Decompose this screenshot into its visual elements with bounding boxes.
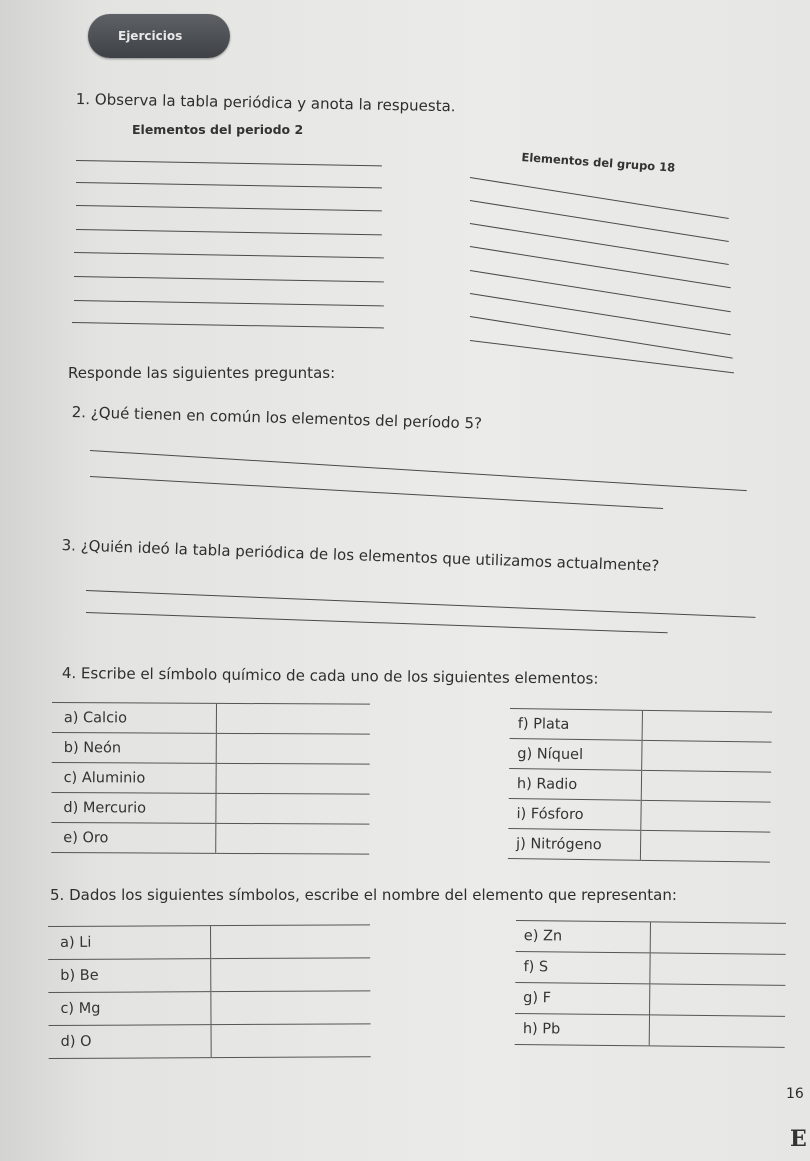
period-2-label: Elementos del periodo 2	[132, 122, 304, 137]
symbol-answer-cell[interactable]	[641, 800, 771, 832]
element-name: a) Calcio	[52, 703, 217, 734]
question-3: 3. ¿Quién ideó la tabla periódica de los elementos que utilizamos actualmente?	[61, 536, 660, 575]
table-row	[516, 921, 786, 955]
answer-line[interactable]	[470, 177, 729, 219]
table-row	[48, 991, 370, 1026]
name-answer-cell[interactable]	[211, 1024, 371, 1058]
table-row	[509, 768, 771, 802]
answer-line[interactable]	[470, 270, 731, 313]
answer-line[interactable]	[76, 205, 382, 212]
element-name: d) Mercurio	[51, 792, 216, 823]
answer-line[interactable]	[76, 160, 382, 167]
element-name: h) Radio	[509, 768, 642, 800]
table-row	[51, 822, 369, 854]
answer-line[interactable]	[470, 200, 729, 242]
table-row	[48, 925, 370, 960]
element-symbol: b) Be	[48, 959, 211, 993]
answer-line[interactable]	[74, 276, 384, 283]
symbol-answer-cell[interactable]	[216, 823, 370, 854]
symbol-answer-cell[interactable]	[642, 710, 772, 742]
answer-line[interactable]	[470, 293, 731, 336]
element-name: g) Níquel	[509, 738, 642, 770]
name-answer-cell[interactable]	[649, 1015, 785, 1047]
answer-line[interactable]	[470, 340, 734, 374]
element-name: b) Neón	[52, 732, 217, 763]
table-row	[510, 708, 772, 742]
group-18-label: Elementos del grupo 18	[521, 150, 676, 175]
symbol-answer-cell[interactable]	[216, 763, 370, 794]
exercises-badge	[88, 14, 230, 58]
element-symbol: c) Mg	[48, 992, 211, 1026]
element-symbol: f) S	[515, 951, 650, 983]
answer-instructions: Responde las siguientes preguntas:	[68, 364, 336, 382]
table-row	[52, 762, 370, 794]
element-symbol: e) Zn	[516, 921, 651, 953]
exercises-badge-label: Ejercicios	[118, 29, 183, 43]
answer-line[interactable]	[74, 252, 384, 259]
symbol-answer-cell[interactable]	[642, 740, 772, 772]
symbols-table-right	[508, 708, 772, 863]
answer-line[interactable]	[470, 246, 731, 289]
question-1: 1. Observa la tabla periódica y anota la respuesta.	[75, 90, 456, 116]
table-row	[52, 732, 370, 764]
publisher-logo: E	[790, 1126, 807, 1152]
table-row	[508, 798, 770, 832]
name-answer-cell[interactable]	[650, 922, 786, 954]
answer-line[interactable]	[76, 229, 382, 236]
name-answer-cell[interactable]	[650, 984, 786, 1016]
table-row	[52, 703, 370, 735]
symbol-answer-cell[interactable]	[216, 793, 370, 824]
symbol-answer-cell[interactable]	[641, 770, 771, 802]
answer-line[interactable]	[74, 300, 384, 307]
names-table-left	[48, 924, 371, 1059]
name-answer-cell[interactable]	[650, 953, 786, 985]
question-2: 2. ¿Qué tienen en común los elementos del período 5?	[71, 403, 483, 433]
question-3-answer-line[interactable]	[86, 590, 756, 618]
element-name: e) Oro	[51, 822, 216, 853]
table-row	[49, 1024, 371, 1059]
element-name: i) Fósforo	[508, 798, 641, 830]
element-symbol: h) Pb	[515, 1013, 650, 1045]
table-row	[515, 951, 785, 985]
table-row	[515, 982, 785, 1016]
name-answer-cell[interactable]	[211, 991, 371, 1025]
table-row	[48, 958, 370, 993]
element-name: f) Plata	[510, 708, 643, 740]
table-row	[515, 1013, 785, 1047]
name-answer-cell[interactable]	[211, 925, 371, 959]
answer-line[interactable]	[470, 223, 729, 265]
symbols-table-left	[51, 702, 370, 855]
question-4: 4. Escribe el símbolo químico de cada uno de los siguientes elementos:	[61, 664, 599, 688]
symbol-answer-cell[interactable]	[216, 703, 370, 734]
element-symbol: a) Li	[48, 926, 211, 960]
table-row	[508, 828, 770, 862]
element-symbol: d) O	[49, 1025, 212, 1059]
answer-line[interactable]	[72, 322, 384, 329]
symbol-answer-cell[interactable]	[216, 733, 370, 764]
page-number: 16	[786, 1086, 804, 1102]
answer-line[interactable]	[470, 316, 733, 359]
table-row	[509, 738, 771, 772]
answer-line[interactable]	[76, 182, 382, 189]
name-answer-cell[interactable]	[211, 958, 371, 992]
question-5: 5. Dados los siguientes símbolos, escribe el nombre del elemento que representan:	[50, 886, 677, 904]
element-name: j) Nitrógeno	[508, 828, 641, 860]
names-table-right	[515, 920, 786, 1048]
element-name: c) Aluminio	[52, 762, 217, 793]
table-row	[51, 792, 369, 824]
element-symbol: g) F	[515, 982, 650, 1014]
symbol-answer-cell[interactable]	[640, 830, 770, 862]
question-2-answer-line[interactable]	[90, 450, 747, 491]
question-3-answer-line[interactable]	[86, 612, 668, 634]
